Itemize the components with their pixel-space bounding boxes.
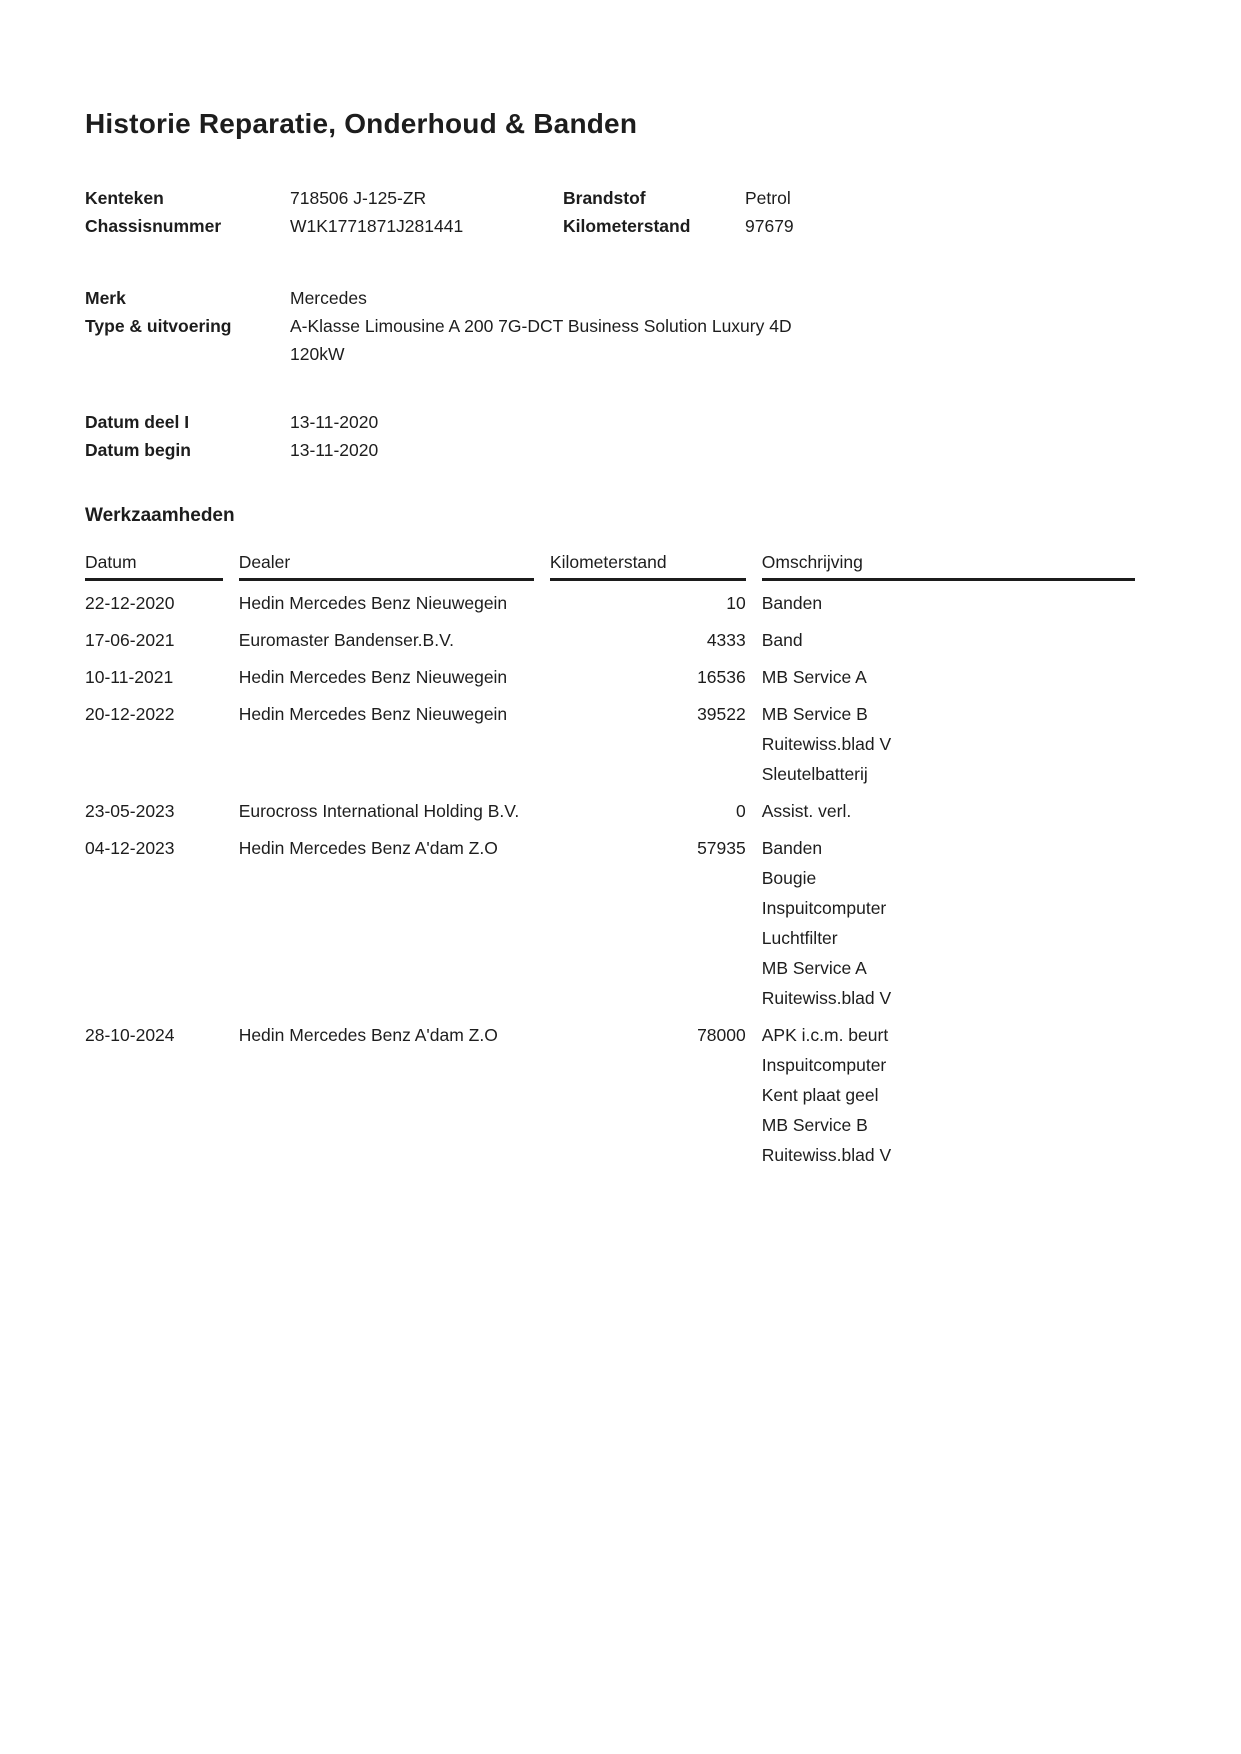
description-line: Banden: [761, 593, 823, 613]
description-line: Inspuitcomputer: [761, 898, 887, 918]
dates-section: [85, 408, 1151, 464]
km-cell: 39522: [697, 704, 746, 724]
kv-row-merk: [85, 284, 1151, 312]
description-line: MB Service B: [761, 704, 868, 724]
type-uitvoering-value: A-Klasse Limousine A 200 7G-DCT Business Solution Luxury 4D 120kW: [290, 316, 792, 364]
work-history-table: [69, 548, 1151, 1170]
km-cell: 10: [726, 593, 746, 613]
date-cell: 22-12-2020: [85, 593, 175, 613]
kv-row-datum-begin: [85, 436, 1151, 464]
kv-row-type: [85, 312, 1151, 368]
header-kilometerstand: Kilometerstand: [550, 548, 746, 581]
description-line: Sleutelbatterij: [761, 764, 868, 784]
kilometerstand-label: Kilometerstand: [563, 216, 691, 236]
spacer: [85, 464, 1151, 502]
table-row: [85, 826, 1135, 1013]
brandstof-value: Petrol: [745, 188, 791, 208]
description-line: Ruitewiss.blad V: [761, 988, 892, 1008]
description-cell: [762, 618, 1135, 655]
description-line: Banden: [761, 838, 823, 858]
dealer-cell: Euromaster Bandenser.B.V.: [238, 630, 455, 650]
description-cell: [762, 826, 1135, 1013]
vehicle-type-section: [85, 284, 1151, 368]
table-row: [85, 692, 1135, 789]
dealer-cell: Hedin Mercedes Benz A'dam Z.O: [238, 1025, 498, 1045]
date-cell: 23-05-2023: [85, 801, 175, 821]
datum-deel-value: 13-11-2020: [290, 412, 379, 432]
work-table-head: [85, 548, 1135, 581]
km-cell: 57935: [697, 838, 746, 858]
description-line: Luchtfilter: [761, 928, 838, 948]
werkzaamheden-heading: Werkzaamheden: [85, 505, 235, 526]
description-line: MB Service A: [761, 958, 867, 978]
description-line: Assist. verl.: [761, 801, 852, 821]
table-row: [85, 581, 1135, 618]
kv-row-datum-deel: [85, 408, 1151, 436]
date-cell: 20-12-2022: [85, 704, 175, 724]
km-cell: 4333: [706, 630, 746, 650]
spacer: [85, 240, 1151, 284]
date-cell: 04-12-2023: [85, 838, 175, 858]
merk-label: Merk: [85, 288, 126, 308]
datum-begin-value: 13-11-2020: [290, 440, 379, 460]
table-row: [85, 655, 1135, 692]
dealer-cell: Hedin Mercedes Benz Nieuwegein: [238, 667, 508, 687]
km-cell: 0: [736, 801, 746, 821]
description-line: Ruitewiss.blad V: [761, 1145, 892, 1165]
km-cell: 78000: [697, 1025, 746, 1045]
header-omschrijving: Omschrijving: [762, 548, 1135, 581]
spacer: [85, 368, 1151, 408]
brandstof-label: Brandstof: [563, 188, 646, 208]
dealer-cell: Eurocross International Holding B.V.: [238, 801, 520, 821]
description-line: Bougie: [761, 868, 817, 888]
description-line: MB Service B: [761, 1115, 868, 1135]
datum-deel-label: Datum deel I: [85, 412, 190, 432]
table-row: [85, 618, 1135, 655]
description-line: APK i.c.m. beurt: [761, 1025, 889, 1045]
chassisnummer-label: Chassisnummer: [85, 216, 222, 236]
kenteken-label: Kenteken: [85, 188, 164, 208]
table-row: [85, 1013, 1135, 1170]
dealer-cell: Hedin Mercedes Benz A'dam Z.O: [238, 838, 498, 858]
vehicle-id-section: [85, 184, 1151, 240]
kenteken-value: 718506 J-125-ZR: [290, 188, 427, 208]
header-dealer: Dealer: [239, 548, 534, 581]
datum-begin-label: Datum begin: [85, 440, 191, 460]
page-title: Historie Reparatie, Onderhoud & Banden: [85, 108, 638, 139]
table-row: [85, 789, 1135, 826]
description-cell: [762, 655, 1135, 692]
kv-row-chassisnummer: [85, 212, 1151, 240]
chassisnummer-value: W1K1771871J281441: [290, 216, 464, 236]
description-line: Ruitewiss.blad V: [761, 734, 892, 754]
header-datum: Datum: [85, 548, 223, 581]
merk-value: Mercedes: [290, 288, 367, 308]
date-cell: 10-11-2021: [85, 667, 174, 687]
type-uitvoering-label: Type & uitvoering: [85, 316, 232, 336]
dealer-cell: Hedin Mercedes Benz Nieuwegein: [238, 704, 508, 724]
dealer-cell: Hedin Mercedes Benz Nieuwegein: [238, 593, 508, 613]
kv-row-kenteken: [85, 184, 1151, 212]
date-cell: 28-10-2024: [85, 1025, 175, 1045]
description-line: Kent plaat geel: [761, 1085, 879, 1105]
date-cell: 17-06-2021: [85, 630, 175, 650]
description-line: Inspuitcomputer: [761, 1055, 887, 1075]
description-cell: [762, 692, 1135, 789]
kilometerstand-value: 97679: [745, 216, 794, 236]
description-cell: [762, 789, 1135, 826]
description-cell: [762, 581, 1135, 618]
work-table-body: [85, 581, 1135, 1170]
description-line: Band: [761, 630, 803, 650]
km-cell: 16536: [697, 667, 746, 687]
description-cell: [762, 1013, 1135, 1170]
description-line: MB Service A: [761, 667, 867, 687]
table-header-row: [85, 548, 1135, 581]
